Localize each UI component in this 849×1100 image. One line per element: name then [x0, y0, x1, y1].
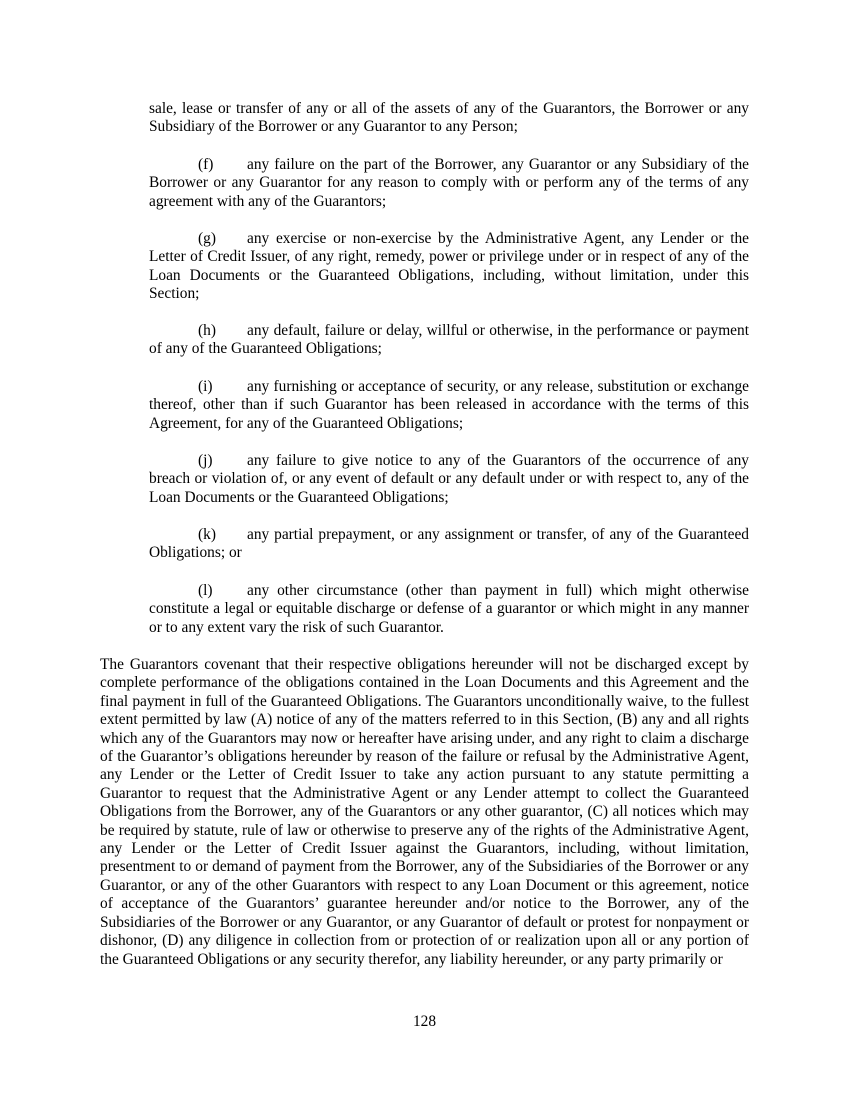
clause-g: [149, 230, 749, 304]
clause-j: [149, 452, 749, 507]
clause-i: [149, 378, 749, 433]
clause-g-text: any exercise or non-exercise by the Administrative Agent, any Lender or the Letter of Credit Issuer, of any right, remedy, power or privilege under or in respect of any of the Loan Documents or the Guaranteed Obligations, including, without limitation, under this Section;: [149, 230, 749, 303]
page-number: 128: [412, 1013, 437, 1030]
clause-h-text: any default, failure or delay, willful or otherwise, in the performance or payment of any of the Guaranteed Obligations;: [149, 322, 749, 358]
clause-f: [149, 156, 749, 211]
clause-k-label: (k): [198, 526, 216, 543]
clause-k: [149, 526, 749, 563]
clause-i-text: any furnishing or acceptance of security, or any release, substitution or exchange thereof, other than if such Guarantor has been released in accordance with the terms of this Agreement, for any of the Guaranteed Obligations;: [149, 378, 749, 432]
continuation-paragraph: [149, 100, 749, 137]
clause-h-label: (h): [198, 322, 216, 339]
waiver-text: The Guarantors covenant that their respective obligations hereunder will not be discharged except by complete performance of the obligations contained in the Loan Documents and this Agreement and the final payment in full of the Guaranteed Obligations. The Guarantors unconditionally waive, to the fullest extent permitted by law (A) notice of any of the matters referred to in this Section, (B) any and all rights which any of the Guarantors may now or hereafter have arising under, and any right to claim a discharge of the Guarantor’s obligations hereunder by reason of the failure or refusal by the Administrative Agent, any Lender or the Letter of Credit Issuer to take any action pursuant to any statute permitting a Guarantor to request that the Administrative Agent or any Lender attempt to collect the Guaranteed Obligations from the Borrower, any of the Guarantors or any other guarantor, (C) all notices which may be required by statute, rule of law or otherwise to preserve any of the rights of the Administrative Agent, any Lender or the Letter of Credit Issuer against the Guarantors, including, without limitation, presentment to or demand of payment from the Borrower, any of the Subsidiaries of the Borrower or any Guarantor, or any of the other Guarantors with respect to any Loan Document or this agreement, notice of acceptance of the Guarantors’ guarantee hereunder and/or notice to the Borrower, any of the Subsidiaries of the Borrower or any Guarantor, or any Guarantor of default or protest for nonpayment or dishonor, (D) any diligence in collection from or protection of or realization upon all or any portion of the Guaranteed Obligations or any security therefor, any liability hereunder, or any party primarily or: [100, 656, 749, 968]
clause-h: [149, 322, 749, 359]
waiver-paragraph: [100, 656, 749, 969]
clause-l-label: (l): [198, 582, 213, 599]
clause-l: [149, 582, 749, 637]
clause-j-text: any failure to give notice to any of the Guarantors of the occurrence of any breach or violation of, or any event of default or any default under or with respect to, any of the Loan Documents or the Guaranteed Obligations;: [149, 452, 749, 506]
clause-j-label: (j): [198, 452, 213, 469]
clause-f-label: (f): [198, 156, 214, 173]
clause-g-label: (g): [198, 230, 216, 247]
clause-i-label: (i): [198, 378, 213, 395]
clause-f-text: any failure on the part of the Borrower, any Guarantor or any Subsidiary of the Borrower or any Guarantor for any reason to comply with or perform any of the terms of any agreement with any of the Guarantors;: [149, 156, 749, 210]
clause-l-text: any other circumstance (other than payment in full) which might otherwise constitute a legal or equitable discharge or defense of a guarantor or which might in any manner or to any extent vary the risk of such Guarantor.: [149, 582, 749, 636]
continuation-text: sale, lease or transfer of any or all of the assets of any of the Guarantors, the Borrower or any Subsidiary of the Borrower or any Guarantor to any Person;: [149, 100, 749, 136]
clause-k-text: any partial prepayment, or any assignment or transfer, of any of the Guaranteed Obligations; or: [149, 526, 749, 562]
